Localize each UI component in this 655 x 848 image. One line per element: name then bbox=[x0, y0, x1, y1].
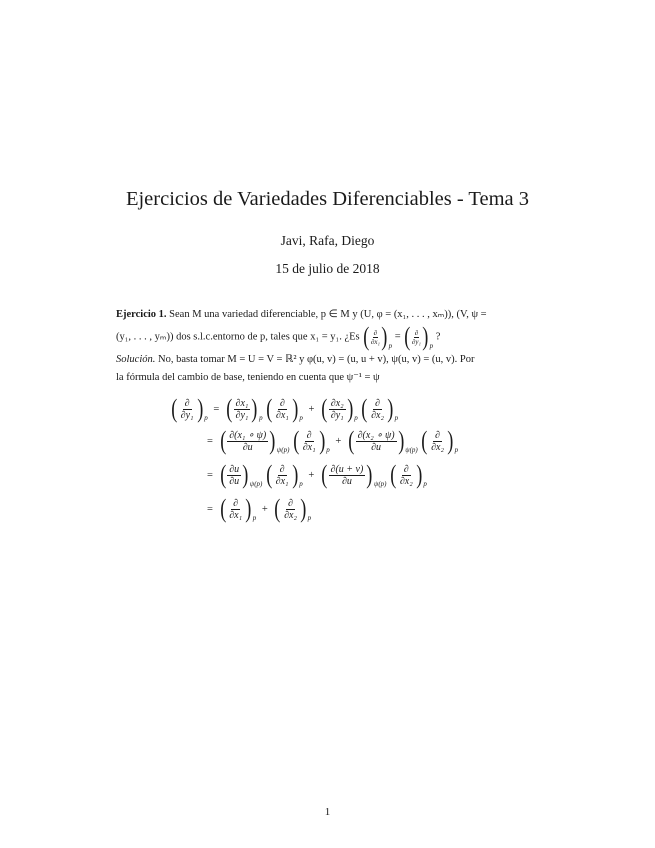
document-date: 15 de julio de 2018 bbox=[275, 261, 380, 276]
partial-y1-p: ( ∂ ∂y₁ ) p bbox=[404, 322, 434, 351]
page-number: 1 bbox=[324, 806, 331, 818]
equation-row-1: ( ∂ ∂y₁ ) p = ( ∂x₁ ∂y₁ ) p ( ∂ ∂x₁ ) p + ( ∂x₂ ∂y₁ ) p ( ∂ ∂x₂ ) p bbox=[171, 394, 399, 423]
partial-x1-p: ( ∂ ∂x₁ ) p bbox=[363, 322, 393, 351]
solution-line2: la fórmula del cambio de base, teniendo en cuenta que ψ⁻¹ = ψ bbox=[116, 372, 380, 383]
document-authors: Javi, Rafa, Diego bbox=[280, 233, 375, 248]
solution-line1: No, basta tomar M = U = V = ℝ² y φ(u, v) = (u, u + v), ψ(u, v) = (u, v). Por bbox=[158, 354, 475, 365]
equation-row-3: = ( ∂u ∂u ) ψ(p) ( ∂ ∂x₁ ) p + ( ∂(u + v) ∂u ) ψ(p) ( ∂ ∂x₂ ) p bbox=[207, 460, 427, 489]
exercise-text-line1: Sean M una variedad diferenciable, p ∈ M y (U, φ = (x₁, . . . , xₘ)), (V, ψ = bbox=[169, 309, 487, 320]
exercise-label: Ejercicio 1. bbox=[116, 309, 167, 320]
exercise-eq-sign: = bbox=[394, 331, 401, 343]
solution-label: Solución. bbox=[116, 354, 156, 365]
equation-row-2: = ( ∂(x₁ ∘ ψ) ∂u ) ψ(p) ( ∂ ∂x₁ ) p + ( ∂(x₂ ∘ ψ) ∂u ) ψ(p) ( ∂ ∂x₂ ) p bbox=[207, 426, 459, 455]
exercise-text-line2: (y₁, . . . , yₘ)) dos s.l.c.entorno de p, tales que x₁ = y₁. ¿Es bbox=[116, 331, 360, 343]
exercise-paragraph bbox=[116, 305, 536, 350]
equation-block bbox=[170, 396, 530, 531]
exercise-question-mark: ? bbox=[435, 331, 441, 343]
document-title: Ejercicios de Variedades Diferenciables - Tema 3 bbox=[125, 188, 530, 210]
equation-row-4: = ( ∂ ∂x₁ ) p + ( ∂ ∂x₂ ) p bbox=[207, 494, 312, 523]
solution-paragraph bbox=[116, 351, 536, 387]
